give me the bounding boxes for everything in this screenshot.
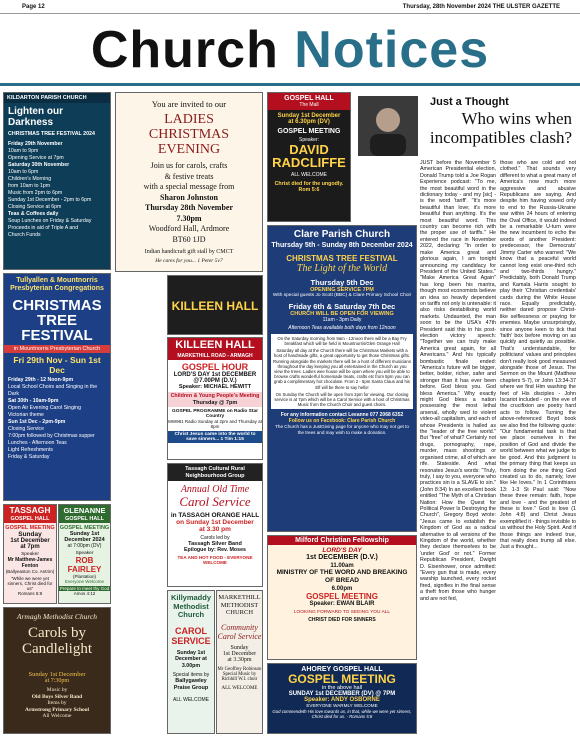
ladies-intro: You are invited to our — [151, 99, 227, 109]
killeen-radio2: MW981 Radio Sunday at 2pm and Thursday at 8pm — [168, 419, 262, 429]
tassagh-cultural-tea: TEA AND HOT FOOD - EVERYONE WELCOME — [177, 555, 253, 565]
ladies-evening-advert — [115, 92, 263, 272]
kildarton-lines — [4, 137, 110, 239]
tassagh-from: (Ballyeaston Co. Antrim) — [5, 569, 55, 574]
markethill-name: MARKETHILL METHODIST CHURCH — [218, 594, 261, 616]
killeen-day: LORD'S DAY 1st DECEMBER — [173, 372, 257, 378]
clare-body1: On the Saturday morning from 9am - 12noon there will be a Bay Fry breakfast which will be held in Mountnorris/Glen Orange Hall — [277, 335, 407, 346]
line-item: Music by — [46, 687, 68, 693]
tassagh-cultural-date: on Sunday 1st December — [176, 519, 254, 526]
markethill-welcome: ALL WELCOME — [221, 685, 258, 691]
killeen-name: KILLEEN HALL — [168, 338, 262, 353]
kildarton-advert — [3, 92, 111, 270]
ahorey-meeting: GOSPEL MEETING — [288, 672, 396, 686]
milford-date: 1st DECEMBER (D.V.) — [306, 554, 378, 561]
ahorey-advert — [267, 663, 417, 734]
article-headline: Who wins when incompatibles clash? — [429, 109, 572, 147]
armagh-time: at 7:30pm — [44, 678, 70, 684]
line-item: Sat 30th - 10am-9pm — [8, 398, 59, 404]
milford-m1: MINISTRY OF THE WORD AND BREAKING OF BREAD — [276, 569, 408, 584]
mall-verse: Christ died for the ungodly. Rom 5:6 — [274, 181, 344, 194]
milford-speaker: Speaker: EWAN BLAIR — [309, 601, 375, 607]
ahorey-welcome: EVERYONE WARMLY WELCOME — [306, 703, 378, 708]
killymaddy-items: Special items by — [172, 672, 210, 678]
ladies-title1: LADIES — [164, 112, 214, 127]
killeen-youth: Children & Young People's Meeting — [168, 392, 262, 400]
ladies-lines — [116, 157, 262, 245]
line-item: from 10am to 1pm — [8, 183, 51, 189]
line-item: Proceeds in aid of Triple A and — [8, 225, 79, 231]
masthead — [0, 14, 580, 86]
markethill-day: Sunday — [230, 644, 249, 651]
ahorey-verse: God commendeth His love towards us, in that, while we were yet sinners, Christ died for us. - Romans 5:8 — [272, 709, 412, 720]
killeen-verse: Christ Jesus came into the world to save sinners... 1 Tim 1:15 — [168, 431, 262, 443]
tullyallen-church: Tullyallen & Mountnorris Presbyterian Congregations — [10, 277, 104, 292]
armagh-date: Sunday 1st December — [28, 671, 86, 678]
clare-dates: Thursday 5th - Sunday 8th December 2024 — [271, 242, 413, 249]
clare-thu2: With special guests Jo Scott (BBC) & Clare Primary School Choir — [272, 293, 412, 298]
armagh-title: Carols by Candlelight — [22, 625, 92, 657]
tullyallen-advert — [3, 273, 111, 501]
clare-theme: The Light of the World — [296, 263, 388, 274]
killeen-advert — [167, 337, 263, 460]
tassagh-cultural-where: in TASSAGH ORANGE HALL — [170, 512, 260, 519]
glenanne-day: Sunday 1st — [69, 531, 100, 537]
page-number: Page 12 — [22, 4, 45, 10]
markethill-title: Community Carol Service — [217, 622, 262, 641]
tassagh-cultural-time: at 3.30 pm — [199, 526, 231, 533]
kildarton-festival: CHRISTMAS TREE FESTIVAL 2024 — [8, 131, 95, 137]
glenanne-time: at 7:00pm (DV) — [67, 543, 102, 549]
killeen-radio: GOSPEL PROGRAMME on Radio Star Country — [172, 409, 258, 419]
clare-name: Clare Parish Church — [293, 229, 391, 240]
line-item: Friday 29th November — [8, 141, 63, 147]
author-photo-icon — [358, 96, 418, 156]
clare-body3: On Sunday the Church will be open from 2pm for viewing. Our closing service is at 7pm which will be a Carol Service with a host of Christmas Music from the Church Choir and guest choirs. — [274, 391, 410, 408]
clare-info: For any information contact Leeanne 077 2068 6352 — [280, 412, 404, 419]
tullyallen-headline: CHRISTMAS TREE FESTIVAL — [12, 297, 102, 344]
line-item: Local School Choirs and Singing in the Dark — [8, 384, 98, 397]
line-item: 7:00pm followed by Christmas supper — [8, 433, 95, 439]
line-item: with a special message from — [143, 182, 235, 191]
line-item: Join us for carols, crafts — [150, 161, 228, 170]
tassagh-hall: GOSPEL HALL — [4, 516, 56, 523]
milford-t1: 11.00am — [330, 563, 354, 569]
ahorey-speaker: Speaker: ANDY OSBORNE — [304, 697, 380, 703]
clare-teas: Afternoon Teas available both days from 12noon — [288, 324, 396, 331]
ladies-title2: CHRISTMAS — [148, 127, 230, 142]
tullyallen-dates: Fri 29th Nov - Sun 1st Dec — [13, 355, 101, 375]
tassagh-speaker: Mr Matthew-James Fenton — [7, 557, 53, 569]
killeen-header-image — [167, 275, 263, 335]
killeen-addr: MARKETHILL ROAD - ARMAGH — [168, 353, 262, 360]
glenanne-name: GLENANNE — [59, 505, 110, 516]
clare-body2: Saturday all day at the Church there will be Christmas Markets with a host of handmade gifts, a great opportunity to get those Christmas gifts. Running alongside the markets there will be a host of different musicians throughout the day keeping you all entertained in the Church as you view the trees. Ladies wee house will be open where you will be able to browse crafts wonderful homemade treats, crafts etc from 5pm you can grab a complimentary hot chocolate. From 2 - 5pm Santa Claus and his Elf will be there to say hello! — [273, 348, 411, 390]
tullyallen-lines — [4, 377, 110, 461]
line-item: Church Funds — [8, 232, 41, 238]
masthead-title: Church Notices — [90, 21, 490, 79]
killeen-meeting: GOSPEL HOUR — [181, 362, 249, 372]
ahorey-name: AHOREY GOSPEL HALL — [301, 666, 383, 673]
milford-welcome: LOOKING FORWARD TO SEEING YOU ALL — [293, 610, 391, 615]
killymaddy-date: Sunday 1st December at 3.00pm — [175, 649, 207, 669]
tassagh-day: Sunday — [18, 531, 42, 538]
ahorey-date: SUNDAY 1st DECEMBER (DV) @ 7PM — [288, 691, 396, 697]
gospel-hall-mall-advert — [267, 92, 351, 222]
milford-advert — [267, 535, 417, 660]
clare-body — [271, 334, 413, 410]
kildarton-headline: Lighten our Darkness — [8, 106, 63, 128]
line-item: Open Air Evening Carol Singing — [8, 405, 81, 411]
line-item: Soup Lunches on Friday & Saturday — [8, 218, 92, 224]
armagh-methodist-advert — [3, 607, 111, 734]
glenanne-speaker: ROB FAIRLEY — [67, 556, 102, 574]
glenanne-advert — [58, 504, 111, 604]
line-item: & festive treats — [164, 171, 214, 181]
markethill-advert — [216, 590, 263, 734]
article-kicker: Just a Thought — [430, 96, 509, 108]
kildarton-church: KILDARTON PARISH CHURCH — [4, 93, 110, 103]
glenanne-from: (Plantation) — [72, 574, 96, 579]
glenanne-hall: GOSPEL HALL — [59, 516, 110, 523]
clare-parish-advert — [267, 225, 417, 532]
clare-thu: Thursday 5th Dec — [310, 278, 374, 287]
line-item: Items by — [47, 700, 67, 706]
tassagh-cultural-band: Tassagh Silver Band — [188, 541, 242, 547]
mall-speaker2: RADCLIFFE — [272, 155, 346, 170]
line-item: 7.30pm — [176, 213, 202, 223]
killymaddy-welcome: ALL WELCOME — [173, 697, 209, 703]
killymaddy-name3: Church — [177, 610, 205, 619]
mall-welcome: ALL WELCOME — [291, 172, 327, 178]
line-item: BT60 1JD — [172, 234, 206, 244]
markethill-time: at 3.30pm — [227, 656, 252, 663]
killeen-header-name: KILLEEN HALL — [171, 299, 259, 313]
mall-addr: The Mall — [268, 102, 350, 110]
mall-date: Sunday 1st December — [277, 113, 341, 119]
killymaddy-name1: Killymaddy — [170, 593, 211, 602]
milford-name: Milford Christian Fellowship — [268, 536, 416, 545]
line-item: Friday 29th - 12 Noon-9pm — [8, 377, 74, 383]
mall-name: GOSPEL HALL — [268, 93, 350, 102]
line-item: All Welcome — [42, 713, 72, 719]
article-body-a: JUST before the November 5 American Presidential election, Donald Trump told a Joe Rogan Experience podcast: "To me, the most beautiful word in the dictionary today - and my [sic] - is the word 'tariff'. "It's more beautiful than love; it's more beautiful than anything. It's the most beautiful word. This country can become rich with the proper use of tariffs." He entered the race in November 2022, declaring: "In order to make America great and glorious again, I am tonight announcing my candidacy for President of the United States." "Make America Great Again" has long been his mantra, though most economists believe an idea so heavily dependent on tariffs not only is untenable: it also risks destabilising world markets. Undaunted, the man soon to be the USA's 47th President said this in his post-election victory speech: "Together we can truly make America great again, for all Americans." And his typically bombastic finale ended: "America's future will be bigger, better, bolder, richer, safer and stronger than it has ever been before. God bless you. God bless America." Why exactly might God bless a nation possessing the most lethal arsenal, wholly wed to violent video-all capitalism, and each of whose Presidents is hailed as the "leader of the free world." But "free" of what? Certainly not drugs, pornography, rape, murder, mass shootings or organised crime, all of which are rife. Stateside. And what resonates Jesus's words: "Truly, truly, I say to you, everyone who practices sin is a SLAVE to sin." (John 8:34) In an excellent book entitled "The Myth of a Christian Nation: How the Quest for Political Power Is Destroying the Church", Gregory Boyd wrote: "Jesus came to establish the Kingdom of God as a radical alternative to all versions of the Kingdom of the world, whether they declare themselves to be 'under God' or not." Former Republican President, Dwight D. Eisenhower, once admitted: "Every gun that is made, every warship launched, every rocket fired, signifies in the final sense a theft from those who hunger and are not fed, — [420, 160, 496, 602]
line-item: Opening Service at 7pm — [8, 155, 64, 161]
paper-date: Thursday, 28th November 2024 THE ULSTER GAZETTE — [402, 4, 560, 10]
milford-verse: CHRIST DIED FOR SINNERS — [308, 617, 376, 623]
tassagh-speaker-label: Speaker — [21, 552, 39, 557]
line-item: Thursday 28th November — [144, 203, 233, 212]
line-item: 10am to 6pm — [8, 169, 39, 175]
glenanne-date: December 2024 — [64, 537, 105, 543]
line-item: Teas & Coffees daily — [8, 211, 59, 217]
page-header — [0, 0, 580, 14]
tassagh-note: "While we were yet sinners, Christ died for us" — [7, 576, 53, 591]
tassagh-cultural-name: Tassagh Cultural Rural Neighbourhood Group — [168, 464, 262, 481]
line-item: Woodford Hall, Ardmore — [148, 224, 230, 233]
mall-speaker1: DAVID — [289, 142, 329, 157]
markethill-music: Special Music by — [222, 671, 257, 677]
article-header — [420, 96, 578, 156]
line-item: Closing Service at 6pm — [8, 204, 62, 210]
killymaddy-advert — [167, 590, 215, 734]
line-item: Sharon Johnston — [160, 192, 218, 202]
line-item: 10am to 9pm — [8, 148, 39, 154]
markethill-guest: Mr Geoffrey Robinson — [217, 666, 262, 672]
glenanne-ref: Amos 4:12 — [73, 591, 96, 596]
clare-fri1: CHURCH WILL BE OPEN FOR VIEWING — [290, 310, 394, 317]
tassagh-cultural-title1: Annual Old Time — [180, 484, 250, 495]
line-item: Saturday 30th November — [8, 162, 70, 168]
mall-meeting: GOSPEL MEETING — [277, 128, 341, 135]
author-photo — [358, 96, 418, 156]
ladies-gift: Indian handicraft gift stall by CMCT — [144, 249, 234, 255]
killymaddy-band: Ballygawley Praise Group — [173, 678, 209, 691]
tassagh-cultural-epilogue: Epilogue by: Rev. Moses — [183, 547, 246, 553]
mall-speaker-label: Speaker: — [298, 137, 319, 143]
milford-t2: 6.00pm — [331, 586, 353, 592]
tassagh-ref: Romans 5:8 — [17, 591, 43, 596]
line-item: Victorian theme — [8, 412, 44, 418]
clare-fb: Follow us on Facebook: Clare Parish Church — [288, 418, 396, 425]
clare-fri: Friday 6th & Saturday 7th Dec — [288, 301, 396, 311]
killeen-speaker: Speaker: MICHAEL HEWITT — [178, 384, 252, 390]
article-col2: those who are cold and not clothed." That sounds very different to what a great many of America's now much more aggressive and abusive Republicans are saying. And despite him having vowed only to end to the Russia-Ukraine war within 24 hours of entering the Oval Office, it would indeed be a remarkable U-turn were the new incumbent to echo the words of another President: predecessor, the Democrats' Jimmy Carter who warned: "We know that a peaceful world cannot long exist one-third rich and two-thirds hungry." Predictably, both Donald Trump and Kamala Harris sought to play their 'Christian credentials' cards during the White House race. Equally predictably, neither dared propose Christ-like selflessness or praying for enemies. Maybe unsurprisingly, since anyone keen to tick that 'faith' box before moving on as quickly and quietly as possible. That's understandable, for politicians' values and principles don't really look good measured alongside those of Jesus. The Sermon on the Mount (Matthew chapters 5-7), or John 13:34-37 where we find Him washing the feet of His disciples - John Iscariot included - on the eve of the crucifixion are poetry hard acts to follow. Turning the above-referenced Boyd book we also find the following quote: "Our fundamental task is that we place ourselves in the position of God and divide the world between what we judge to be good. And this judgment is the primary thing that keeps us from doing the one thing God created us to do, namely, love like He loves." In 1 Corinthians 13: 1-3 St Paul said: "Now these three remain: faith, hope and love - and the greatest of these is love." God is love (1 John 4:8) and Christ Jesus exemplified it - things invisible to us without the Holy Spirit. And if those things are indeed true, that really does trump all else. Just a thought... — [500, 160, 576, 551]
clare-fri2: 11am - 3pm Daily — [322, 316, 362, 323]
line-item: Friday & Saturday — [8, 454, 50, 460]
line-item: Lunches - Afternoon Teas — [8, 440, 67, 446]
glenanne-note: Everyone Welcome — [65, 579, 104, 584]
milford-day: LORD'S DAY — [322, 547, 362, 554]
line-item: Closing Service — [8, 426, 45, 432]
tassagh-name: TASSAGH — [4, 505, 56, 516]
armagh-church: Armagh Methodist Church — [16, 612, 98, 621]
tassagh-cultural-advert — [167, 463, 263, 587]
line-item: Music from 2pm to 6pm — [8, 190, 63, 196]
clare-festival: CHRISTMAS TREE FESTIVAL — [286, 254, 398, 263]
glenanne-speaker-label: Speaker — [75, 551, 94, 556]
tassagh-meeting: GOSPEL MEETING — [5, 525, 55, 531]
line-item: Armstrong Primary School — [24, 706, 90, 713]
armagh-lines — [4, 684, 110, 720]
tassagh-cultural-led: Carols led by — [200, 535, 230, 541]
killeen-time: @7.00PM (D.V.) — [193, 378, 237, 384]
tassagh-advert — [3, 504, 57, 604]
ladies-title3: EVENING — [157, 142, 221, 157]
ahorey-sub: in the above hall — [321, 685, 363, 691]
markethill-date: 1st December — [222, 650, 257, 657]
column-gap — [115, 275, 165, 734]
glenanne-verse: Prepare to meet thy God — [59, 586, 110, 591]
line-item: Sun 1st Dec - 2pm-9pm — [8, 419, 66, 425]
line-item: Light Refreshments — [8, 447, 53, 453]
tassagh-date: 1st December — [10, 538, 50, 544]
tassagh-time: at 7pm — [20, 544, 40, 550]
mall-time: at 6.30pm (DV) — [288, 119, 330, 125]
line-item: Sunday 1st December - 2pm to 6pm — [8, 197, 92, 203]
milford-m2: GOSPEL MEETING — [306, 592, 378, 601]
clare-fb2: The Church has a JustGiving page for anyone who may not get to the trees and may wish to make a donation. — [275, 424, 409, 435]
killeen-youth-day: Thursday @ 7pm — [168, 400, 262, 407]
killymaddy-name2: Methodist — [173, 601, 209, 611]
clare-thu1: OPENING SERVICE 7PM — [310, 287, 374, 293]
glenanne-meeting: GOSPEL MEETING — [59, 525, 110, 531]
killymaddy-service: CAROL SERVICE — [171, 625, 211, 646]
line-item: Old Boys Silver Band — [31, 693, 83, 700]
tullyallen-where: in Mountnorris Presbyterian Church — [4, 345, 110, 353]
line-item: Children's Morning — [8, 176, 52, 182]
ladies-verse: He cares for you... 1 Peter 5v7 — [155, 258, 223, 264]
tassagh-cultural-title2: Carol Service — [179, 494, 251, 509]
markethill-group: Richhill W.I. choir — [221, 676, 258, 682]
